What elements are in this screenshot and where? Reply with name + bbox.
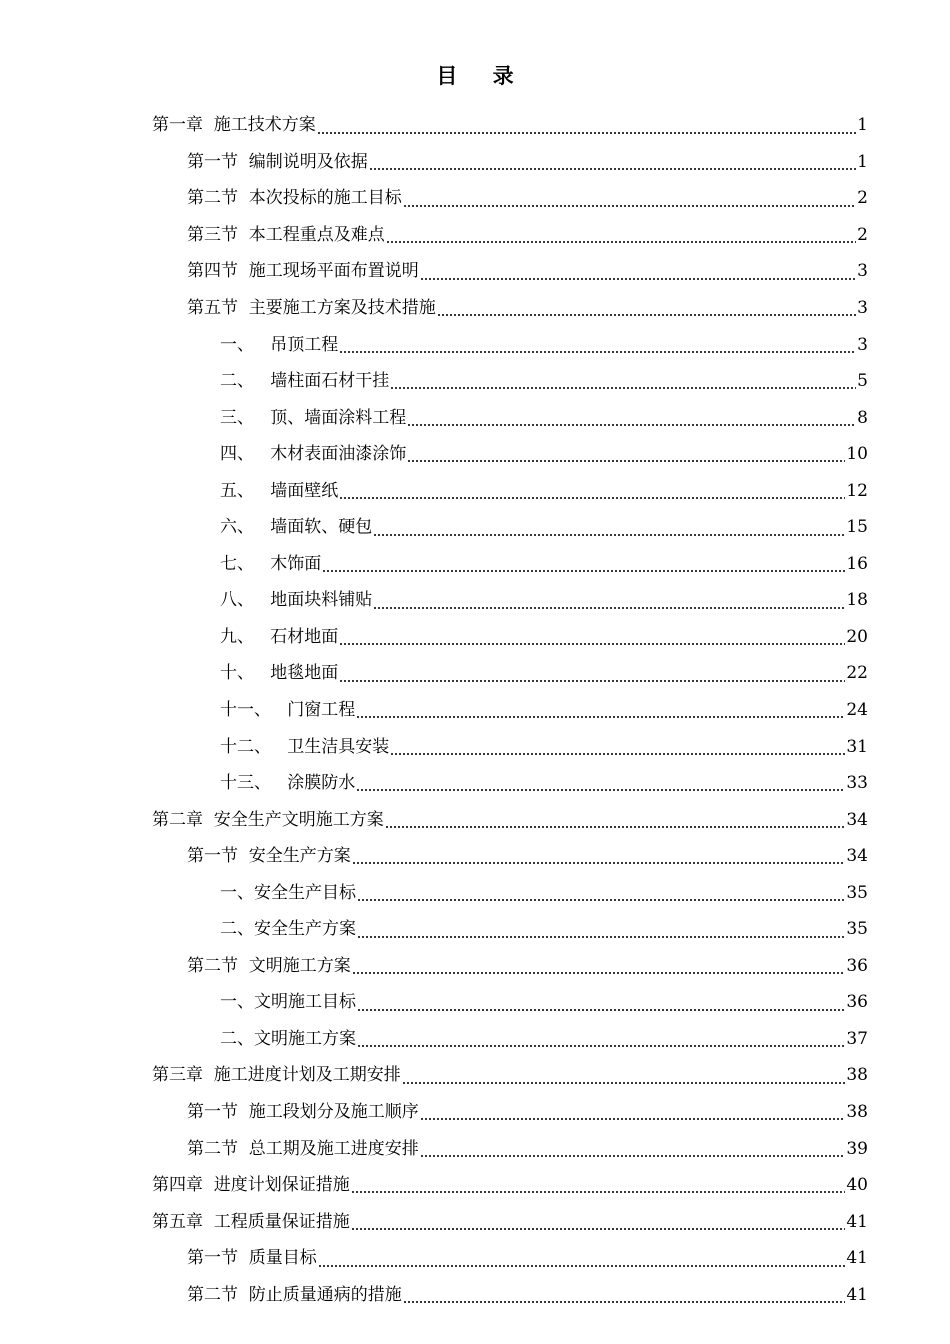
toc-entry-page-number: 37: [846, 1028, 868, 1049]
table-of-contents: [0, 107, 950, 1313]
dot-leader: [402, 1082, 846, 1084]
dot-leader: [351, 1191, 846, 1193]
dot-leader: [407, 424, 856, 426]
toc-entry-page-number: 38: [846, 1065, 868, 1086]
toc-entry[interactable]: [187, 1094, 868, 1131]
toc-entry-page-number: 8: [857, 407, 868, 428]
toc-entry-label: 十二、 卫生洁具安装: [220, 736, 390, 757]
dot-leader: [352, 862, 846, 864]
toc-entry-page-number: 2: [857, 224, 868, 245]
toc-entry-page-number: 38: [846, 1102, 868, 1123]
toc-entry[interactable]: [220, 728, 868, 765]
toc-entry[interactable]: [152, 1203, 868, 1240]
toc-entry[interactable]: [220, 436, 868, 473]
toc-entry[interactable]: [152, 1167, 868, 1204]
toc-entry[interactable]: [187, 180, 868, 217]
toc-entry-page-number: 3: [857, 261, 868, 282]
dot-leader: [357, 936, 845, 938]
toc-entry-label: 二、文明施工方案: [220, 1028, 356, 1049]
toc-entry-label: 第五节 主要施工方案及技术措施: [187, 298, 436, 318]
toc-entry-page-number: 41: [846, 1284, 868, 1305]
toc-entry-page-number: 36: [846, 955, 868, 976]
dot-leader: [356, 716, 845, 718]
toc-entry[interactable]: [187, 290, 868, 327]
toc-entry-label: 第二节 文明施工方案: [187, 955, 351, 976]
dot-leader: [420, 1155, 846, 1157]
toc-entry-page-number: 12: [846, 480, 868, 501]
dot-leader: [317, 132, 856, 134]
toc-entry[interactable]: [220, 984, 868, 1021]
toc-entry-page-number: 18: [846, 590, 868, 611]
toc-entry[interactable]: [187, 948, 868, 985]
toc-entry-page-number: 40: [846, 1175, 868, 1196]
toc-entry[interactable]: [187, 1130, 868, 1167]
dot-leader: [357, 1009, 845, 1011]
toc-entry[interactable]: [187, 253, 868, 290]
toc-entry[interactable]: [220, 582, 868, 619]
toc-entry-page-number: 31: [846, 736, 868, 757]
toc-entry-label: 十一、 门窗工程: [220, 700, 356, 721]
toc-entry-page-number: 24: [846, 700, 868, 721]
toc-entry[interactable]: [152, 801, 868, 838]
toc-entry-label: 十三、 涂膜防水: [220, 773, 356, 794]
toc-entry-label: 八、 地面块料铺贴: [220, 590, 373, 611]
toc-entry[interactable]: [220, 509, 868, 546]
toc-entry-label: 第二章 安全生产文明施工方案: [152, 809, 384, 830]
dot-leader: [357, 899, 845, 901]
toc-entry-label: 一、 吊顶工程: [220, 334, 339, 355]
toc-entry-label: 三、 顶、墙面涂料工程: [220, 407, 407, 428]
toc-title: 目 录: [436, 63, 528, 88]
toc-entry-page-number: 1: [857, 151, 868, 172]
dot-leader: [390, 753, 845, 755]
toc-entry-page-number: 34: [846, 846, 868, 867]
toc-entry-page-number: 16: [846, 553, 868, 574]
toc-entry-page-number: 36: [846, 992, 868, 1013]
toc-entry-page-number: 2: [857, 188, 868, 209]
toc-entry-label: 四、 木材表面油漆涂饰: [220, 444, 407, 465]
toc-entry-page-number: 33: [846, 773, 868, 794]
toc-entry[interactable]: [187, 1277, 868, 1314]
toc-entry-page-number: 41: [846, 1248, 868, 1269]
toc-entry-page-number: 34: [846, 809, 868, 830]
toc-entry-page-number: 35: [846, 882, 868, 903]
toc-entry-label: 五、 墙面壁纸: [220, 480, 339, 501]
toc-entry-label: 第二节 本次投标的施工目标: [187, 188, 402, 209]
toc-entry-page-number: 3: [857, 298, 868, 318]
toc-entry[interactable]: [220, 326, 868, 363]
toc-entry-page-number: 3: [857, 334, 868, 355]
toc-entry[interactable]: [220, 911, 868, 948]
dot-leader: [339, 643, 845, 645]
toc-entry-page-number: 41: [846, 1211, 868, 1232]
toc-entry-page-number: 5: [857, 371, 868, 392]
toc-entry-label: 第三节 本工程重点及难点: [187, 224, 385, 245]
dot-leader: [385, 826, 846, 828]
toc-entry-label: 六、 墙面软、硬包: [220, 517, 373, 538]
toc-entry[interactable]: [152, 107, 868, 144]
dot-leader: [339, 351, 856, 353]
toc-entry[interactable]: [220, 546, 868, 583]
dot-leader: [356, 789, 845, 791]
dot-leader: [420, 1118, 846, 1120]
toc-entry-label: 一、安全生产目标: [220, 882, 356, 903]
toc-entry-label: 二、 墙柱面石材干挂: [220, 371, 390, 392]
toc-entry[interactable]: [220, 399, 868, 436]
toc-entry-label: 第四章 进度计划保证措施: [152, 1175, 350, 1196]
dot-leader: [351, 1228, 846, 1230]
dot-leader: [373, 534, 845, 536]
toc-entry[interactable]: [220, 363, 868, 400]
dot-leader: [403, 1301, 846, 1303]
dot-leader: [386, 241, 856, 243]
dot-leader: [407, 460, 845, 462]
toc-entry-label: 第二节 防止质量通病的措施: [187, 1284, 402, 1305]
toc-entry-label: 第三章 施工进度计划及工期安排: [152, 1065, 401, 1086]
toc-entry-label: 二、安全生产方案: [220, 919, 356, 940]
toc-entry-label: 第一章 施工技术方案: [152, 115, 316, 136]
toc-entry-label: 十、 地毯地面: [220, 663, 339, 684]
toc-entry[interactable]: [152, 1057, 868, 1094]
dot-leader: [390, 387, 856, 389]
toc-entry-label: 九、 石材地面: [220, 626, 339, 647]
toc-entry[interactable]: [187, 144, 868, 181]
dot-leader: [437, 314, 856, 316]
toc-entry-label: 第四节 施工现场平面布置说明: [187, 261, 419, 282]
toc-entry[interactable]: [220, 765, 868, 802]
toc-entry[interactable]: [220, 692, 868, 729]
toc-entry-page-number: 22: [846, 663, 868, 684]
toc-entry-page-number: 1: [857, 115, 868, 136]
dot-leader: [322, 570, 845, 572]
toc-entry[interactable]: [187, 838, 868, 875]
toc-entry[interactable]: [220, 472, 868, 509]
toc-entry-label: 七、 木饰面: [220, 553, 322, 574]
toc-entry[interactable]: [187, 1240, 868, 1277]
toc-entry[interactable]: [187, 217, 868, 254]
dot-leader: [369, 168, 856, 170]
toc-entry-label: 一、文明施工目标: [220, 992, 356, 1013]
toc-entry-label: 第一节 施工段划分及施工顺序: [187, 1102, 419, 1123]
dot-leader: [420, 278, 856, 280]
toc-entry-page-number: 15: [846, 517, 868, 538]
dot-leader: [339, 680, 845, 682]
toc-entry[interactable]: [220, 655, 868, 692]
toc-entry-label: 第二节 总工期及施工进度安排: [187, 1138, 419, 1159]
toc-entry[interactable]: [220, 874, 868, 911]
dot-leader: [352, 972, 846, 974]
toc-entry-label: 第一节 编制说明及依据: [187, 151, 368, 172]
dot-leader: [357, 1045, 845, 1047]
toc-entry-page-number: 10: [846, 444, 868, 465]
toc-entry-label: 第五章 工程质量保证措施: [152, 1211, 350, 1232]
toc-entry-page-number: 39: [846, 1138, 868, 1159]
dot-leader: [339, 497, 845, 499]
toc-entry[interactable]: [220, 1021, 868, 1058]
dot-leader: [373, 607, 845, 609]
toc-entry-label: 第一节 安全生产方案: [187, 846, 351, 867]
toc-entry-label: 第一节 质量目标: [187, 1248, 317, 1269]
toc-entry[interactable]: [220, 619, 868, 656]
dot-leader: [403, 205, 856, 207]
dot-leader: [318, 1265, 846, 1267]
toc-entry-page-number: 20: [846, 626, 868, 647]
toc-entry-page-number: 35: [846, 919, 868, 940]
